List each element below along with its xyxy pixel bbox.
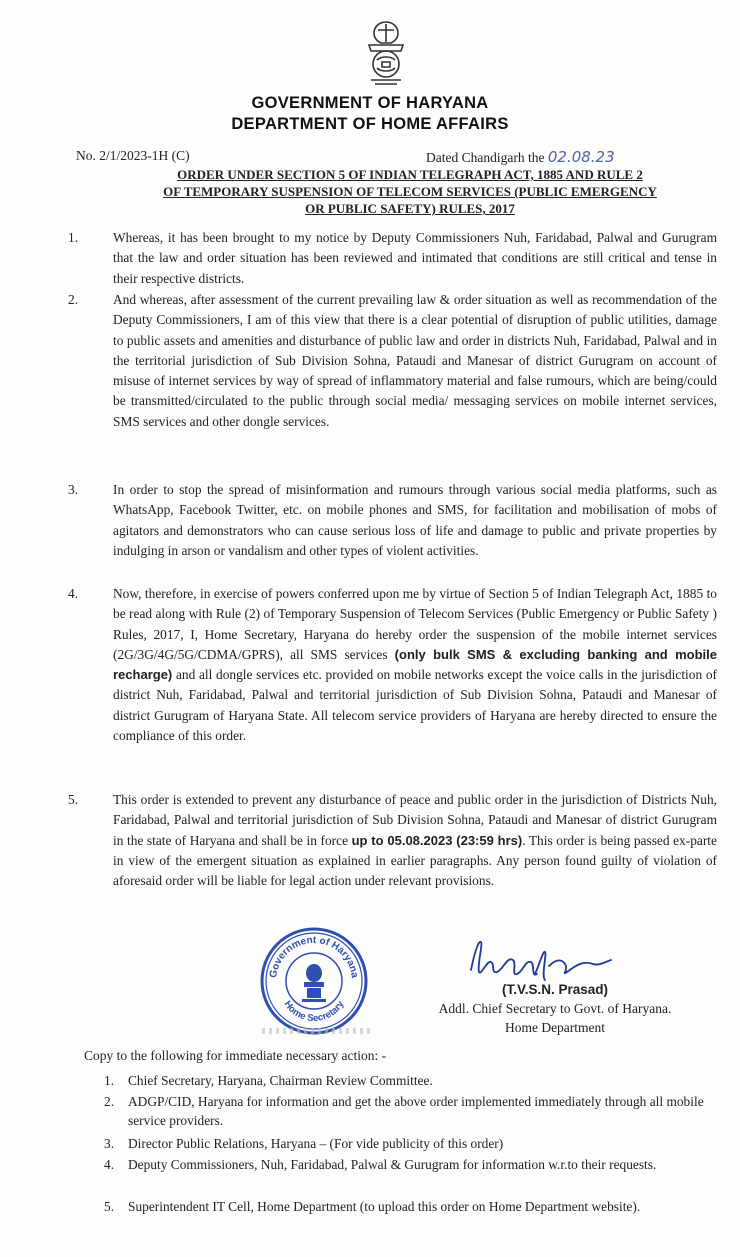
seal-top-text: Government of Haryana [268,934,360,979]
date-line [426,148,615,166]
copy-list-item [104,1197,718,1216]
paragraph-text: Whereas, it has been brought to my notice by Deputy Commissioners Nuh, Faridabad, Palwal and Gurugram that the law and order situation has been reviewed and intimated that conditions are still critical and tense in their respective districts. [113,230,717,286]
state-emblem-icon [357,18,415,88]
copy-item-text: Director Public Relations, Haryana – (For vide publicity of this order) [128,1136,504,1151]
order-title [110,166,710,217]
svg-text:Home Secretary [282,998,347,1024]
signatory-block [395,980,715,1037]
paragraph-4 [68,584,717,746]
paragraph-1 [68,228,717,289]
copy-item-text: ADGP/CID, Haryana for information and get the above order implemented immediately through all mobile service providers. [128,1094,704,1128]
copy-item-text: Deputy Commissioners, Nuh, Faridabad, Palwal & Gurugram for information w.r.to their requests. [128,1157,657,1172]
paragraph-text: . This order is being passed ex-parte in view of the emergent situation as explained in earlier paragraphs. Any person found guilty of violation of aforesaid order will be liable for legal action under relevant provisions. [113,832,717,889]
paragraph-text: Now, therefore, in exercise of powers conferred upon me by virtue of Section 5 of Indian Telegraph Act, 1885 to be read along with Rule (2) of Temporary Suspension of Telecom Services (Public Emergency or Public Safety ) Rules, 2017, I, Home Secretary, Haryana do hereby order the suspension of the mobile internet services (2G/3G/4G/5G/CDMA/GPRS), all SMS services [113,586,717,662]
paragraph-3 [68,480,717,561]
copy-item-text: Chief Secretary, Haryana, Chairman Review Committee. [128,1073,433,1088]
copy-to-heading: Copy to the following for immediate necessary action: - [84,1048,387,1063]
copy-item-number: 2. [104,1094,115,1109]
order-number: No. 2/1/2023-1H (C) [76,148,190,163]
paragraph-bold-text: up to 05.08.2023 (23:59 hrs) [351,832,523,848]
paragraph-bold-text: (only bulk SMS & excluding banking and mobile recharge) [113,646,717,683]
signatory-designation: Addl. Chief Secretary to Govt. of Haryana. [438,1001,672,1016]
paragraph-number: 4. [68,586,79,601]
copy-item-number: 3. [104,1136,115,1151]
copy-item-text: Superintendent IT Cell, Home Department (to upload this order on Home Department website). [128,1199,641,1214]
order-title-line: OR PUBLIC SAFETY) RULES, 2017 [305,201,515,216]
official-seal-icon [258,925,370,1037]
paragraph-number: 1. [68,230,79,245]
signatory-department: Home Department [504,1020,606,1035]
paragraph-text: In order to stop the spread of misinformation and rumours through various social media platforms, such as WhatsApp, Facebook Twitter, etc. on mobile phones and SMS, for facilitation and mobilisation of mobs of agitators and demonstrators who can cause serious loss of life and damage to public and private properties by indulging in arson or vandalism and other types of violent activities. [113,482,717,558]
paragraph-number: 2. [68,292,79,307]
order-title-line: ORDER UNDER SECTION 5 OF INDIAN TELEGRAPH ACT, 1885 AND RULE 2 [177,167,643,182]
handwritten-date: 02.08.23 [547,148,615,166]
paragraph-5 [68,790,717,891]
order-title-line: OF TEMPORARY SUSPENSION OF TELECOM SERVICES (PUBLIC EMERGENCY [163,184,657,199]
copy-list-item [104,1071,718,1090]
dated-label: Dated Chandigarh the [426,150,545,165]
department-heading: DEPARTMENT OF HOME AFFAIRS [231,115,509,133]
seal-bottom-text: Home Secretary [281,998,347,1025]
paragraph-text: and all dongle services etc. provided on mobile networks except the voice calls in the jurisdiction of district Nuh, Faridabad, Palwal and territorial jurisdiction of Sub Division Sohna, Pataudi and Manesar of district Gurugram of Haryana State. All telecom service providers of Haryana are hereby directed to ensure the compliance of this order. [113,667,717,744]
copy-list-item [104,1092,718,1130]
copy-item-number: 4. [104,1157,115,1172]
paragraph-text: And whereas, after assessment of the current prevailing law & order situation as well as recommendation of the Deputy Commissioners, I am of this view that there is a clear potential of disruption of public utilities, damage to public assets and amenities and disturbance of public law and order in districts Nuh, Faridabad, Palwal and in the territorial jurisdiction of Sub Division Sohna, Pataudi and Manesar of district Gurugram on account of misuse of internet services by way of spread of inflammatory material and false rumours, which are being/could be transmitted/circulated to the public through social media/ messaging services on mobile internet services, SMS services and other dongle services. [113,292,717,429]
signatory-name: (T.V.S.N. Prasad) [501,982,609,997]
handwritten-signature [465,930,615,985]
copy-list-item [104,1155,718,1174]
seal-smudge [262,1028,372,1034]
copy-item-number: 1. [104,1073,115,1088]
copy-item-number: 5. [104,1199,115,1214]
copy-list-item [104,1134,718,1153]
government-heading: GOVERNMENT OF HARYANA [251,94,489,112]
paragraph-number: 5. [68,792,79,807]
paragraph-text: This order is extended to prevent any disturbance of peace and public order in the jurisdiction of Districts Nuh, Faridabad, Palwal and territorial jurisdiction of Sub Division Sohna, Pataudi and Manesar of district Gurugram in the state of Haryana and shall be in force [113,792,717,848]
paragraph-2 [68,290,717,432]
paragraph-number: 3. [68,482,79,497]
